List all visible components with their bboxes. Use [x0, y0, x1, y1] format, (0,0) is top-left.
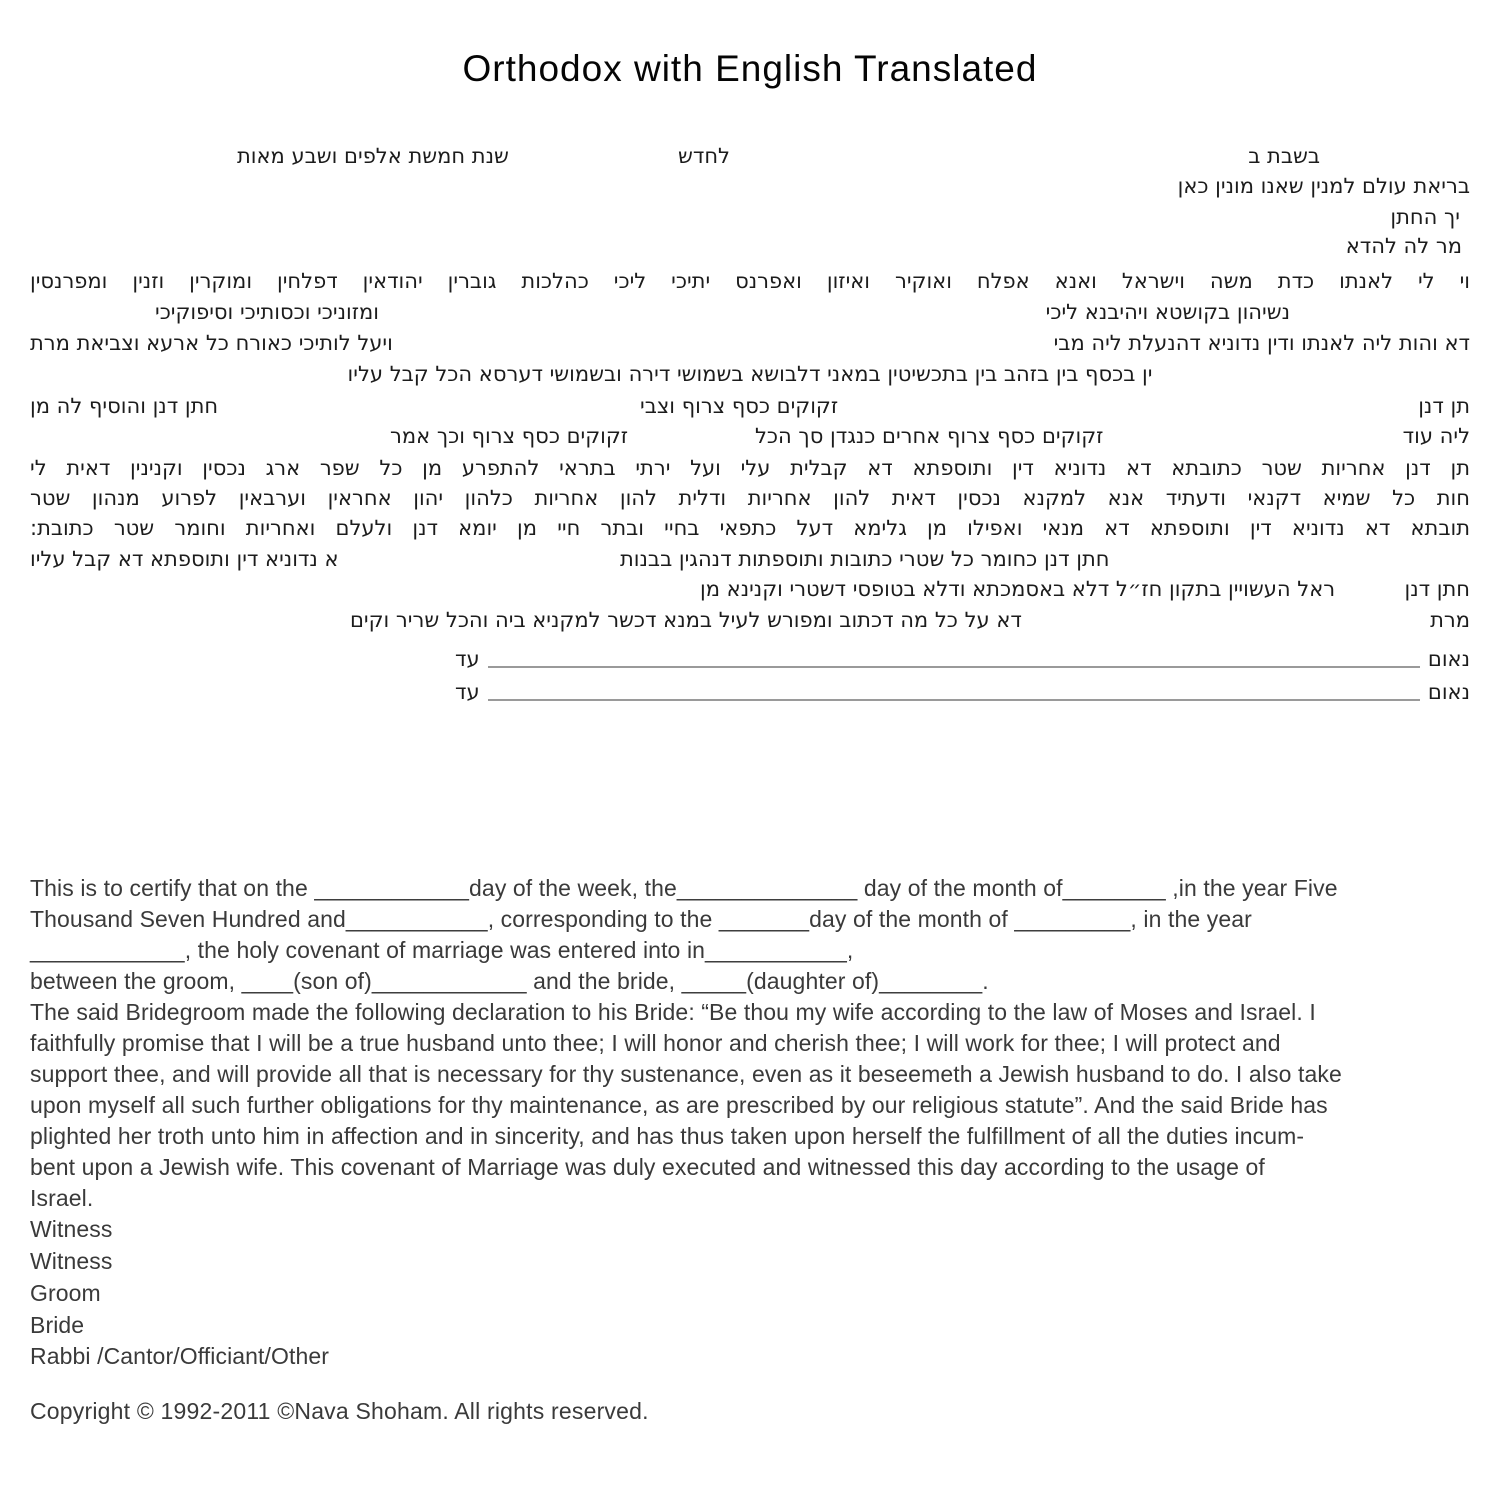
english-text-line: faithfully promise that I will be a true husband unto thee; I will honor and cherish thee; I will work for thee; I will protect and [30, 1030, 1281, 1056]
english-text-line: support thee, and will provide all that is necessary for thy sustenance, even as it beseemeth a Jewish husband to do. I also take [30, 1061, 1342, 1087]
copyright-notice: Copyright © 1992-2011 ©Nava Shoham. All rights reserved. [30, 1398, 649, 1424]
page-title: Orthodox with English Translated [462, 48, 1038, 89]
english-text-line: Thousand Seven Hundred and___________, corresponding to the _______day of the month of _________, in the year [30, 906, 1252, 932]
hebrew-text-segment: חות כל שמיא דקנאי ודעתיד אנא למקנא נכסין דאית להון אחריות ודלית להון אחריות כלהון יהון אחראין וערבאין לפרוע מנהון שטר [30, 486, 1470, 510]
english-text-line: ____________, the holy covenant of marriage was entered into in___________, [30, 937, 854, 963]
signature-label-bride: Bride [30, 1312, 85, 1338]
hebrew-text-segment: נאום [1427, 647, 1470, 671]
hebrew-text-segment: שנת חמשת אלפים ושבע מאות [237, 144, 509, 168]
signature-label-witness-1: Witness [30, 1216, 113, 1242]
hebrew-text-segment: עד [455, 647, 480, 671]
hebrew-text-segment: תן דנן [1418, 394, 1470, 418]
hebrew-text-segment: מרת [1430, 608, 1470, 632]
hebrew-text-segment: בריאת עולם למנין שאנו מונין כאן [1177, 174, 1470, 198]
hebrew-text-segment: זקוקים כסף צרוף וצבי [640, 394, 839, 418]
signature-label-groom: Groom [30, 1280, 101, 1306]
hebrew-text-segment: מר לה להדא [1345, 234, 1462, 258]
hebrew-text-segment: ויעל לותיכי כאורח כל ארעא וצביאת מרת [30, 331, 393, 355]
hebrew-text-segment: ראל העשויין בתקון חז״ל דלא באסמכתא ודלא בטופסי דשטרי וקנינא מן [700, 577, 1336, 601]
english-text-line: upon myself all such further obligations for thy maintenance, as are prescribed by our religious statute”. And the said Bride has [30, 1092, 1328, 1118]
hebrew-text-segment: נאום [1427, 680, 1470, 704]
hebrew-text-segment: ומזוניכי וכסותיכי וסיפוקיכי [155, 300, 379, 324]
hebrew-text-segment: זקוקים כסף צרוף אחרים כנגדן סך הכל [755, 424, 1104, 448]
hebrew-text-segment: א נדוניא דין ותוספתא דא קבל עליו [30, 547, 339, 571]
english-text-line: This is to certify that on the ____________day of the week, the______________ day of the month of________ ,in the year Five [30, 875, 1338, 901]
hebrew-text-segment: דא על כל מה דכתוב ומפורש לעיל במנא דכשר למקניא ביה והכל שריר וקים [350, 608, 1022, 632]
signature-label-witness-2: Witness [30, 1248, 113, 1274]
hebrew-text-segment: ליה עוד [1402, 424, 1470, 448]
hebrew-text-segment: תובתא דא נדוניא דין ותוספתא דא מנאי ואפילו מן גלימא דעל כתפאי בחיי ובתר חיי מן יומא דנן ולעלם ואחריות וחומר שטר כתובת: [30, 516, 1470, 540]
hebrew-text-segment: נשיהון בקושטא ויהיבנא ליכי [1045, 300, 1290, 324]
signature-label-officiant: Rabbi /Cantor/Officiant/Other [30, 1343, 330, 1369]
hebrew-text-segment: זקוקים כסף צרוף וכך אמר [390, 424, 629, 448]
hebrew-text-segment: ין בכסף בין בזהב בין בתכשיטין במאני דלבושא בשמושי דירה ובשמושי דערסא הכל קבל עליו [347, 362, 1153, 386]
english-text-line: plighted her troth unto him in affection and in sincerity, and has thus taken upon herself the fulfillment of all the duties incum- [30, 1123, 1305, 1149]
hebrew-text-segment: חתן דנן כחומר כל שטרי כתובות ותוספתות דנהגין בבנות [620, 547, 1110, 571]
english-text-line: Israel. [30, 1185, 94, 1211]
english-text-line: between the groom, ____(son of)____________ and the bride, _____(daughter of)________. [30, 968, 989, 994]
hebrew-text-segment: חתן דנן והוסיף לה מן [30, 394, 219, 418]
hebrew-text-segment: בשבת ב [1248, 144, 1320, 168]
hebrew-text-segment: לחדש [678, 144, 730, 168]
hebrew-text-segment: יך החתן [1390, 205, 1460, 229]
hebrew-text-segment: תן דנן אחריות שטר כתובתא דא נדוניא דין ותוספתא דא קבלית עלי ועל ירתי בתראי להתפרע מן כל שפר ארג נכסין וקנינין דאית לי [30, 456, 1470, 480]
english-text-line: bent upon a Jewish wife. This covenant of Marriage was duly executed and witnessed this day according to the usage of [30, 1154, 1265, 1180]
english-text-line: The said Bridegroom made the following declaration to his Bride: “Be thou my wife according to the law of Moses and Israel. I [30, 999, 1316, 1025]
hebrew-text-segment: דא והות ליה לאנתו ודין נדוניא דהנעלת ליה מבי [1053, 331, 1470, 355]
hebrew-text-segment: חתן דנן [1404, 577, 1470, 601]
hebrew-text-segment: עד [455, 680, 480, 704]
english-text-block [30, 0, 1475, 1500]
hebrew-text-segment: וי לי לאנתו כדת משה וישראל ואנא אפלח ואוקיר ואיזון ואפרנס יתיכי ליכי כהלכות גוברין יהודאין דפלחין ומוקרין וזנין ומפרנסין [30, 269, 1470, 293]
